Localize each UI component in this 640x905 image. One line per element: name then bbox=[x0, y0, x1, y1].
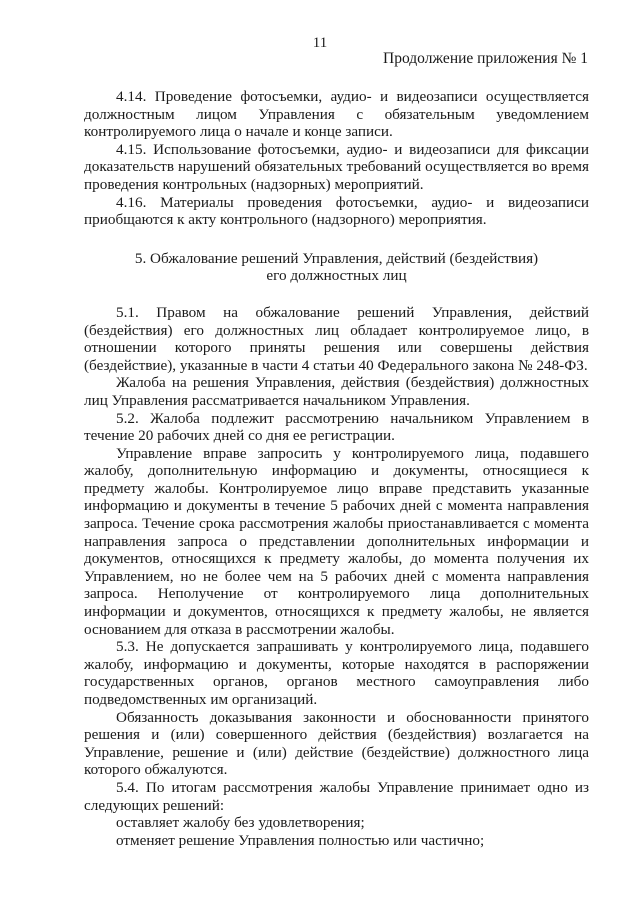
paragraph-5-2: 5.2. Жалоба подлежит рассмотрению начальником Управлением в течение 20 рабочих дней со дня ее регистрации. bbox=[84, 409, 589, 445]
paragraph-5-3: 5.3. Не допускается запрашивать у контролируемого лица, подавшего жалобу, информацию и документы, которые находятся в распоряжении государственных органов, органов местного самоуправления либо подведомственных им организаций. bbox=[84, 638, 589, 708]
paragraph-4-16: 4.16. Материалы проведения фотосъемки, аудио- и видеозаписи приобщаются к акту контрольного (надзорного) мероприятия. bbox=[84, 193, 589, 229]
paragraph-additional-info-request: Управление вправе запросить у контролируемого лица, подавшего жалобу, дополнительную информацию и документы, относящиеся к предмету жалобы. Контролируемое лицо вправе представить указанные информацию и документы в течение 5 рабочих дней с момента направления запроса. Течение срока рассмотрения жалобы приостанавливается с момента направления запроса о представлении дополнительных информации и документов, относящихся к предмету жалобы, до момента получения их Управлением, но не более чем на 5 рабочих дней с момента направления запроса. Неполучение от контролируемого лица дополнительных информации и документов, относящихся к предмету жалобы, не является основанием для отказа в рассмотрении жалобы. bbox=[84, 444, 589, 638]
page-number: 11 bbox=[312, 35, 328, 51]
section-heading-line-2: его должностных лиц bbox=[266, 267, 407, 285]
paragraph-complaint-review: Жалоба на решения Управления, действия (бездействия) должностных лиц Управления рассматривается начальником Управления. bbox=[84, 374, 589, 409]
document-body bbox=[84, 88, 589, 849]
paragraph-burden-of-proof: Обязанность доказывания законности и обоснованности принятого решения и (или) совершенного действия (бездействия) возлагается на Управление, решение и (или) действие (бездействие) должностного лица которого обжалуются. bbox=[84, 708, 589, 779]
section-heading-line-1: 5. Обжалование решений Управления, действий (бездействия) bbox=[134, 249, 539, 267]
section-5-heading bbox=[84, 250, 589, 285]
paragraph-5-4: 5.4. По итогам рассмотрения жалобы Управление принимает одно из следующих решений: bbox=[84, 778, 589, 814]
paragraph-4-15: 4.15. Использование фотосъемки, аудио- и видеозаписи для фиксации доказательств нарушений обязательных требований осуществляется во время проведения контрольных (надзорных) мероприятий. bbox=[84, 140, 589, 193]
decision-list-item: оставляет жалобу без удовлетворения; bbox=[116, 814, 365, 832]
paragraph-5-1: 5.1. Правом на обжалование решений Управления, действий (бездействия) его должностных лиц обладает контролируемое лицо, в отношении которого приняты решения или совершены действия (бездействие), указанные в части 4 статьи 40 Федерального закона № 248-ФЗ. bbox=[84, 303, 589, 374]
paragraph-4-14: 4.14. Проведение фотосъемки, аудио- и видеозаписи осуществляется должностным лицом Управления с обязательным уведомлением контролируемого лица о начале и конце записи. bbox=[84, 88, 589, 141]
appendix-continuation-note: Продолжение приложения № 1 bbox=[383, 50, 588, 67]
decision-list-item: отменяет решение Управления полностью или частично; bbox=[116, 831, 485, 849]
